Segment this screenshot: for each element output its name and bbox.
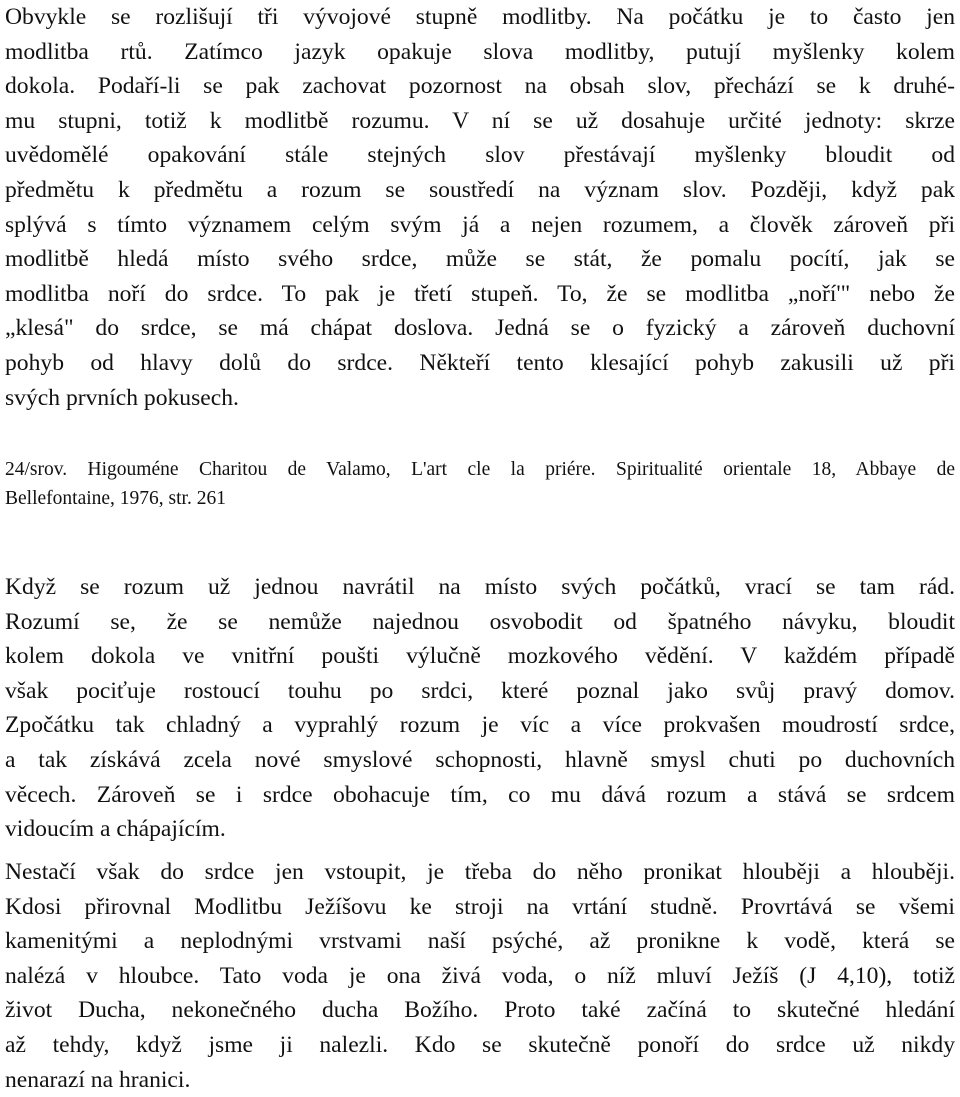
text-line: dokola. Podaří-li se pak zachovat pozornost na obsah slov, přechází se k druhé-: [5, 73, 955, 100]
text-line: nenarazí na hranici.: [5, 1066, 191, 1093]
text-line: věcech. Zároveň se i srdce obohacuje tím, co mu dává rozum a stává se srdcem: [5, 781, 955, 808]
text-line: kamenitými a neplodnými vrstvami naší psýché, až pronikne k vodě, která se: [5, 928, 955, 955]
text-line: kolem dokola ve vnitřní poušti výlučně mozkového vědění. V každém případě: [5, 643, 955, 670]
paragraph-prayer-stages: [5, 0, 955, 415]
text-line: modlitba noří do srdce. To pak je třetí stupeň. To, že se modlitba „noří'" nebo že: [5, 280, 955, 307]
text-line: předmětu k předmětu a rozum se soustředí na význam slov. Později, když pak: [5, 176, 955, 203]
text-line: mu stupni, totiž k modlitbě rozumu. V ní se už dosahuje určité jednoty: skrze: [5, 107, 955, 134]
footnote-line: Bellefontaine, 1976, str. 261: [5, 488, 226, 509]
text-line: nalézá v hloubce. Tato voda je ona živá voda, o níž mluví Ježíš (J 4,10), totiž: [5, 962, 955, 989]
text-line: a tak získává zcela nové smyslové schopnosti, hlavně smysl chuti po duchovních: [5, 746, 955, 773]
text-line: až tehdy, když jsme ji nalezli. Kdo se skutečně ponoří do srdce už nikdy: [5, 1031, 955, 1058]
text-line: svých prvních pokusech.: [5, 384, 239, 411]
text-line: uvědomělé opakování stále stejných slov přestávají myšlenky bloudit od: [5, 142, 955, 169]
text-line: Nestačí však do srdce jen vstoupit, je třeba do něho pronikat hlouběji a hlouběji.: [5, 859, 955, 885]
text-line: pohyb od hlavy dolů do srdce. Někteří tento klesající pohyb zakusili už při: [5, 349, 955, 376]
text-line: život Ducha, nekonečného ducha Božího. Proto také začíná to skutečné hledání: [5, 997, 955, 1024]
text-line: splývá s tímto významem celým svým já a nejen rozumem, a člověk zároveň při: [5, 211, 955, 238]
text-line: Obvykle se rozlišují tři vývojové stupně modlitby. Na počátku je to často jen: [5, 4, 955, 30]
footnote-line: 24/srov. Higouméne Charitou de Valamo, L'art cle la priére. Spiritualité orientale 18, Abbaye de: [5, 459, 955, 480]
text-line: Zpočátku tak chladný a vyprahlý rozum je víc a více prokvašen moudrostí srdce,: [5, 712, 955, 739]
text-line: však pociťuje rostoucí touhu po srdci, které poznal jako svůj pravý domov.: [5, 677, 955, 704]
footnote: [5, 455, 955, 513]
text-line: Kdosi přirovnal Modlitbu Ježíšovu ke stroji na vrtání studně. Provrtává se všemi: [5, 893, 955, 920]
text-line: Když se rozum už jednou navrátil na místo svých počátků, vrací se tam rád.: [5, 574, 955, 600]
paragraph-deeper-heart: [5, 855, 955, 1097]
text-line: „klesá" do srdce, se má chápat doslova. Jedná se o fyzický a zároveň duchovní: [5, 315, 955, 342]
text-line: modlitbě hledá místo svého srdce, může se stát, že pomalu pocítí, jak se: [5, 246, 955, 273]
paragraph-mind-returns: [5, 570, 955, 847]
text-line: modlitba rtů. Zatímco jazyk opakuje slova modlitby, putují myšlenky kolem: [5, 38, 955, 65]
text-line: Rozumí se, že se nemůže najednou osvobodit od špatného návyku, bloudit: [5, 608, 955, 635]
text-line: vidoucím a chápajícím.: [5, 816, 226, 843]
